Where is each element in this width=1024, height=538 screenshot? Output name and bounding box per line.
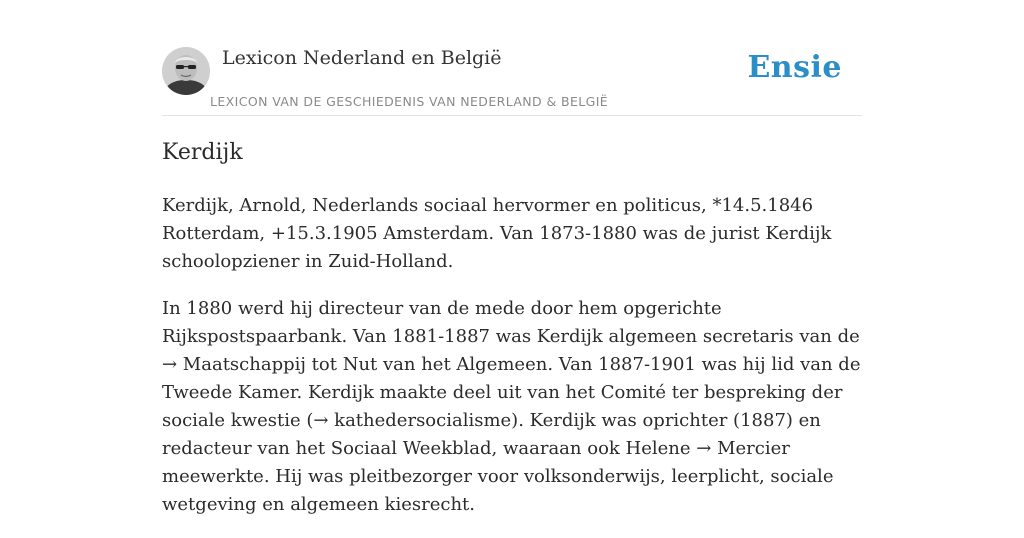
article-paragraph: Kerdijk, Arnold, Nederlands sociaal hervormer en politicus, *14.5.1846 Rotterdam, +15.3.1905 Amsterdam. Van 1873-1880 was de jurist Kerdijk schoolopziener in Zuid-Holland. xyxy=(162,195,832,272)
avatar-portrait-icon xyxy=(162,47,210,95)
brand-logo[interactable]: Ensie xyxy=(747,50,842,85)
site-title[interactable]: Lexicon Nederland en België xyxy=(222,47,502,69)
article-paragraph: In 1880 werd hij directeur van de mede door hem opgerichte Rijkspostspaarbank. Van 1881-1887 was Kerdijk algemeen secretaris van de → Maatschappij tot Nut van het Algemeen. Van 1887-1901 was hij lid van de Tweede Kamer. Kerdijk maakte deel uit van het Comité ter bespreking der sociale kwestie (→ kathedersocialisme). Kerdijk was oprichter (1887) en redacteur van het Sociaal Weekblad, waaraan ook Helene → Mercier meewerkte. Hij was pleitbezorger voor volksonderwijs, leerplicht, sociale wetgeving en algemeen kiesrecht. xyxy=(162,298,861,515)
header-divider xyxy=(162,115,862,116)
site-header xyxy=(162,44,862,116)
article-title: Kerdijk xyxy=(162,140,243,165)
site-subtitle: LEXICON VAN DE GESCHIEDENIS VAN NEDERLAND & BELGIË xyxy=(210,94,609,109)
author-avatar[interactable] xyxy=(162,47,210,95)
article-body xyxy=(162,192,862,538)
